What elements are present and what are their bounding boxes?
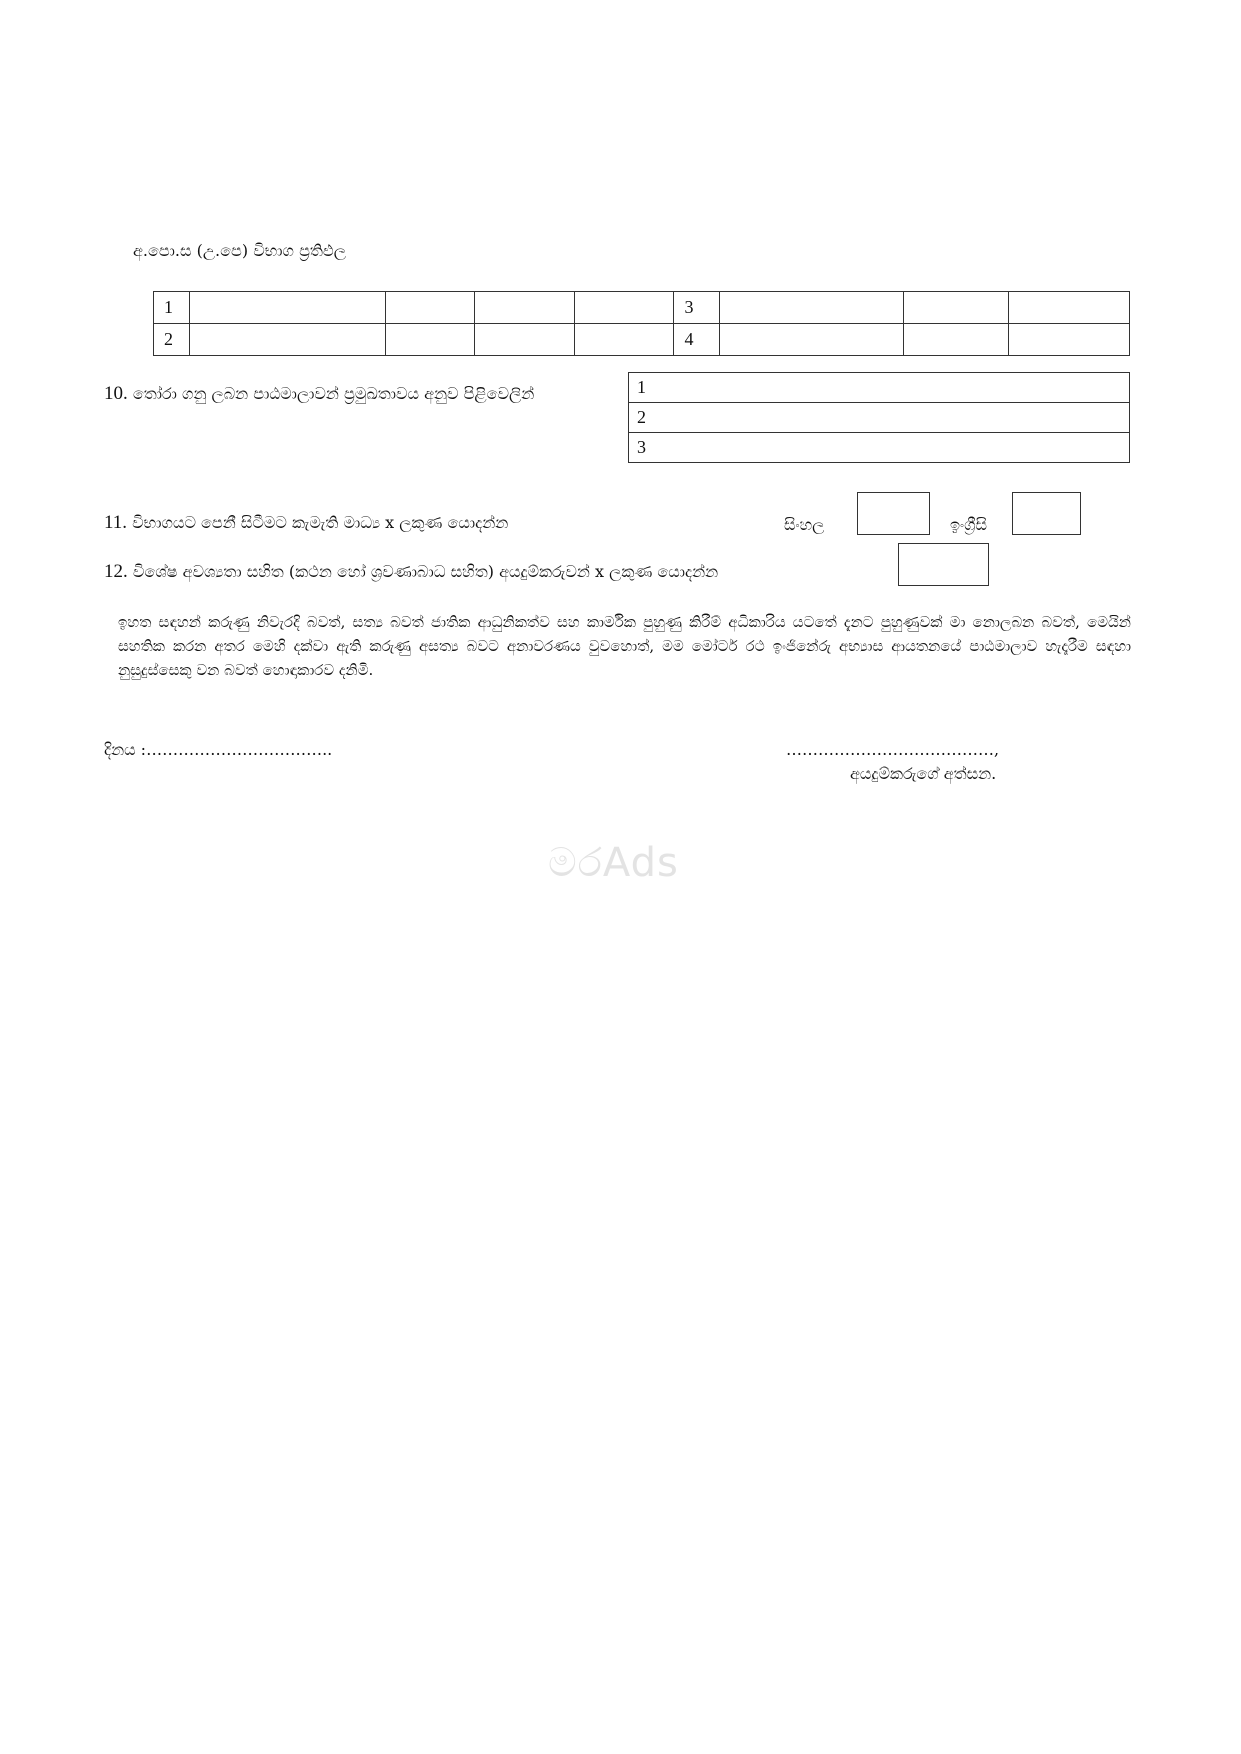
q10-text: තෝරා ගනු ලබන පාඨමාලාවන් ප්‍රමුඛතාවය අනුව පිළිවෙලින් (132, 384, 535, 403)
subject-cell[interactable] (189, 292, 385, 324)
grade-cell[interactable] (474, 324, 574, 356)
sinhala-option-label: සිංහල (784, 515, 825, 534)
row-number: 3 (674, 292, 720, 324)
grade-cell[interactable] (385, 324, 474, 356)
row-number: 4 (674, 324, 720, 356)
course-choice-2[interactable]: 2 (629, 403, 1130, 433)
special-needs-checkbox[interactable] (898, 543, 989, 586)
q12-text: විශේෂ අවශ්‍යතා සහිත (කථන හෝ ශ්‍රවණාබාධ සහිත) අයදුම්කරුවන් x ලකුණ යොදන්න (132, 562, 719, 581)
english-checkbox[interactable] (1012, 492, 1081, 535)
table-row (629, 433, 1130, 463)
q12-label (104, 562, 718, 582)
ol-results-table (153, 291, 1130, 356)
signature-label: අයදුම්කරුගේ අත්සන. (850, 764, 997, 783)
english-option-label: ඉංග්‍රීසි (950, 515, 988, 534)
table-row (629, 403, 1130, 433)
table-row (154, 292, 1130, 324)
q10-number: 10. (104, 383, 128, 404)
q10-label (104, 384, 534, 404)
declaration-paragraph: ඉහත සඳහන් කරුණු නිවැරදි බවත්, සත්‍ය බවත් ජාතික ආධුනිකත්ව සහ කාර්මික පුහුණු කිරීම් අධිකාරිය යටතේ දැනට පුහුණුවක් මා නොලබන බවත්, මෙයින් සහතික කරන අතර මෙහි දක්වා ඇති කරුණු අසත්‍ය බවට අනාවරණය වුවහොත්, මම මෝටර් රථ ඉංජිනේරු අභ්‍යාස ආයතනයේ පාඨමාලාව හැදෑරීම සඳහා නුසුදුස්සෙකු වන බවත් හොඳාකාරව දනිමි. (118, 613, 1131, 679)
watermark-logo: මරAds (548, 840, 679, 886)
subject-cell[interactable] (720, 324, 904, 356)
grade-cell[interactable] (574, 292, 674, 324)
q12-number: 12. (104, 561, 128, 582)
q11-number: 11. (104, 512, 128, 533)
q11-text: විභාගයට පෙනී සිටීමට කැමැති මාධ්‍ය x ලකුණ යොදන්න (132, 513, 509, 532)
ol-results-heading: අ.පො.ස (උ.පෙ) විභාග ප්‍රතිඵල (133, 241, 346, 260)
course-choice-3[interactable]: 3 (629, 433, 1130, 463)
grade-cell[interactable] (474, 292, 574, 324)
row-number: 1 (154, 292, 190, 324)
grade-cell[interactable] (904, 324, 1009, 356)
grade-cell[interactable] (385, 292, 474, 324)
grade-cell[interactable] (574, 324, 674, 356)
table-row (629, 373, 1130, 403)
sinhala-checkbox[interactable] (857, 492, 930, 535)
course-choice-1[interactable]: 1 (629, 373, 1130, 403)
grade-cell[interactable] (1009, 324, 1130, 356)
q11-label (104, 513, 508, 533)
date-field[interactable]: දිනය :…………………………….. (104, 740, 333, 759)
grade-cell[interactable] (904, 292, 1009, 324)
table-row (154, 324, 1130, 356)
subject-cell[interactable] (720, 292, 904, 324)
signature-line[interactable]: …………………………………, (786, 740, 1000, 759)
row-number: 2 (154, 324, 190, 356)
grade-cell[interactable] (1009, 292, 1130, 324)
course-preference-table (628, 372, 1130, 463)
subject-cell[interactable] (189, 324, 385, 356)
